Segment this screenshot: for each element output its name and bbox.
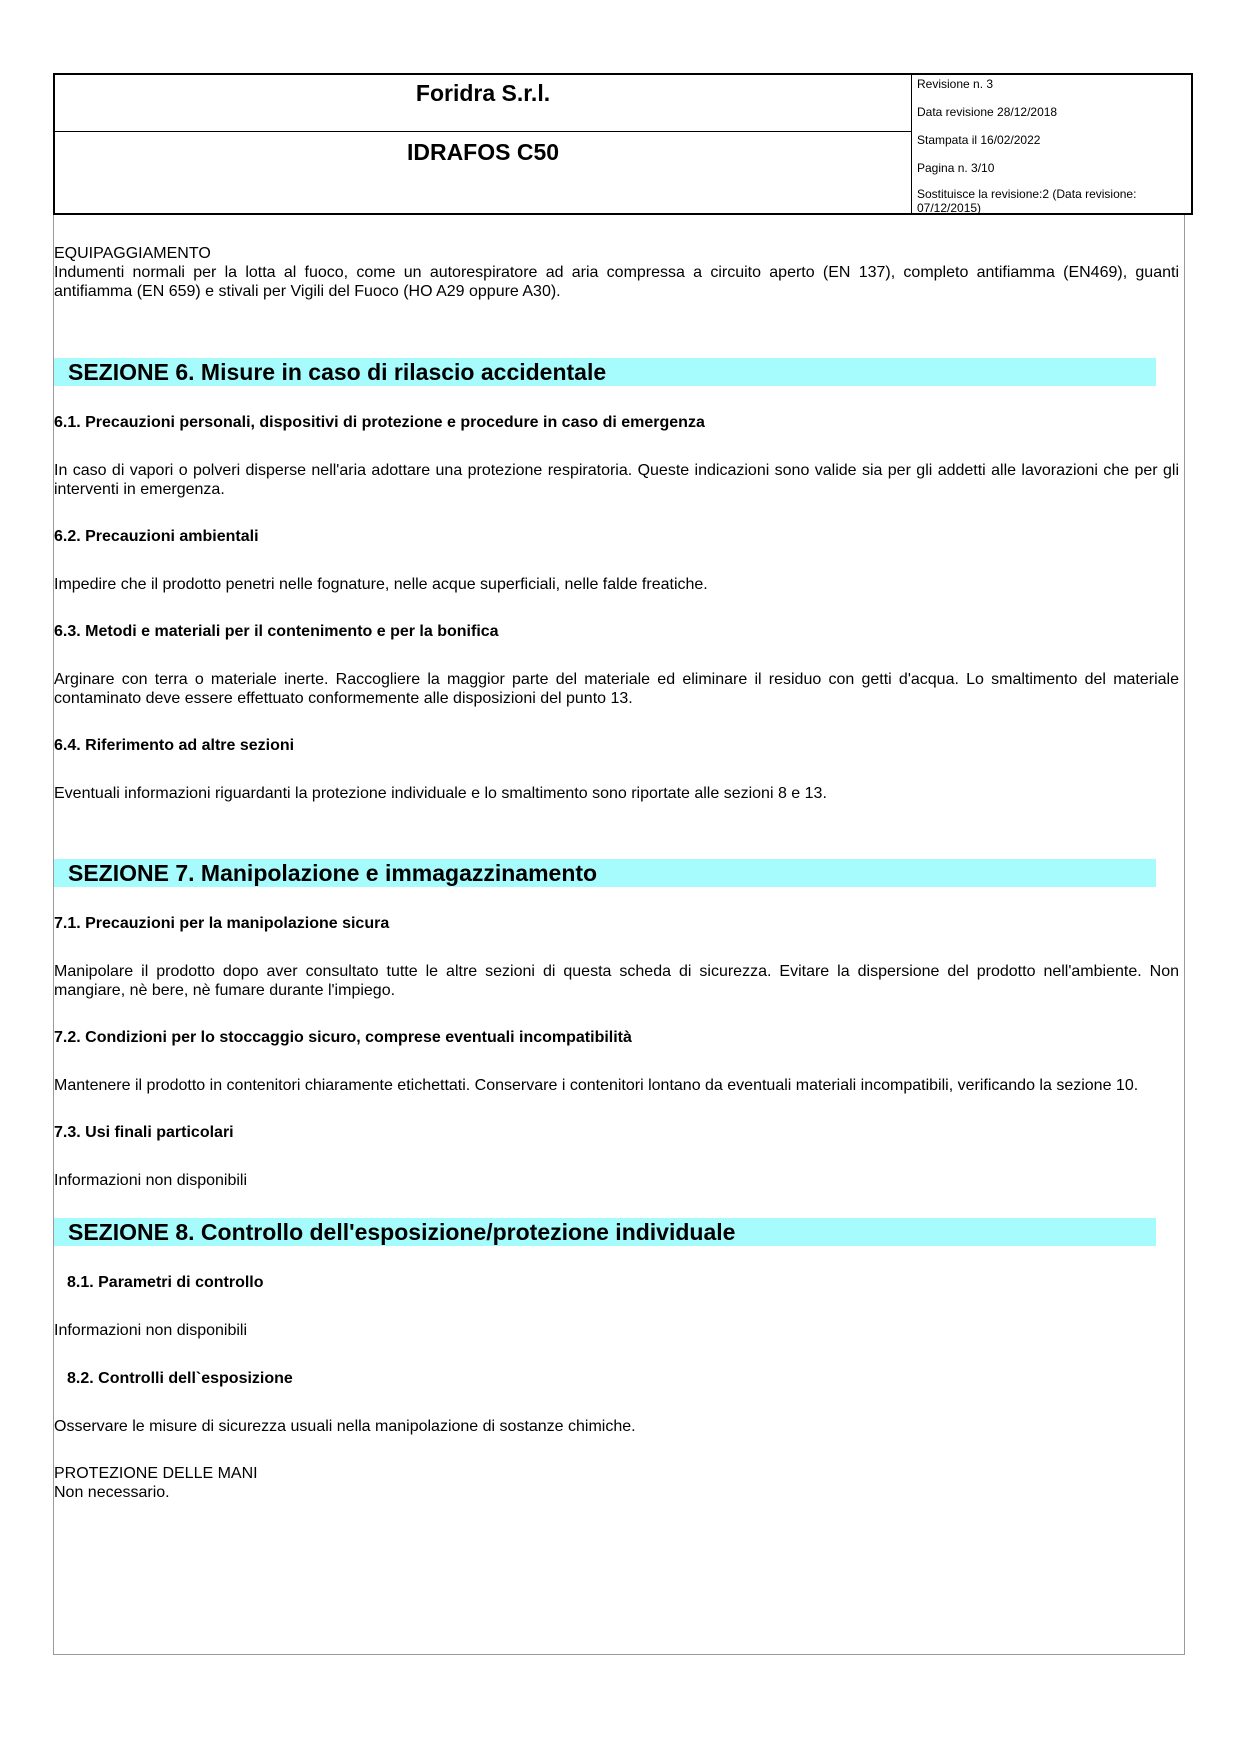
revision-number: Revisione n. 3 — [917, 77, 994, 91]
s62-text: Impedire che il prodotto penetri nelle fognature, nelle acque superficiali, nelle falde freatiche. — [54, 576, 708, 593]
s61-title: 6.1. Precauzioni personali, dispositivi di protezione e procedure in caso di emergenza — [54, 414, 705, 431]
s82-text: Osservare le misure di sicurezza usuali nella manipolazione di sostanze chimiche. — [54, 1418, 636, 1435]
s73-text: Informazioni non disponibili — [54, 1172, 247, 1189]
s81-title: 8.1. Parametri di controllo — [67, 1274, 264, 1291]
hands-heading: PROTEZIONE DELLE MANI — [54, 1465, 258, 1482]
s71-title: 7.1. Precauzioni per la manipolazione sicura — [54, 915, 390, 932]
s63-text: Arginare con terra o materiale inerte. Raccogliere la maggior parte del materiale ed eliminare il residuo con getti d'acqua. Lo smaltimento del materiale contaminato deve essere effettuato conformemente alle disposizioni del punto 13. — [54, 671, 1179, 707]
section-6-title: SEZIONE 6. Misure in caso di rilascio accidentale — [54, 358, 1156, 386]
s64-text: Eventuali informazioni riguardanti la protezione individuale e lo smaltimento sono riportate alle sezioni 8 e 13. — [54, 785, 827, 802]
section-7-title: SEZIONE 7. Manipolazione e immagazzinamento — [54, 859, 1156, 887]
replaces-revision: Sostituisce la revisione:2 (Data revisione: 07/12/2015) — [917, 187, 1137, 215]
print-date: Stampata il 16/02/2022 — [917, 133, 1041, 147]
s72-text: Mantenere il prodotto in contenitori chiaramente etichettati. Conservare i contenitori lontano da eventuali materiali incompatibili, verificando la sezione 10. — [54, 1077, 1139, 1094]
revision-date: Data revisione 28/12/2018 — [917, 105, 1058, 119]
s73-title: 7.3. Usi finali particolari — [54, 1124, 234, 1141]
s82-title: 8.2. Controlli dell`esposizione — [67, 1370, 293, 1387]
company-name: Foridra S.r.l. — [55, 75, 911, 132]
section-8-title: SEZIONE 8. Controllo dell'esposizione/protezione individuale — [54, 1218, 1156, 1246]
s81-text: Informazioni non disponibili — [54, 1322, 247, 1339]
s71-text: Manipolare il prodotto dopo aver consultato tutte le altre sezioni di questa scheda di sicurezza. Evitare la dispersione del prodotto nell'ambiente. Non mangiare, nè bere, nè fumare durante l'impiego. — [54, 963, 1179, 999]
s61-text: In caso di vapori o polveri disperse nell'aria adottare una protezione respiratoria. Queste indicazioni sono valide sia per gli addetti alle lavorazioni che per gli interventi in emergenza. — [54, 462, 1179, 498]
page-number: Pagina n. 3/10 — [917, 161, 995, 175]
s62-title: 6.2. Precauzioni ambientali — [54, 528, 259, 545]
intro-heading: EQUIPAGGIAMENTO — [54, 245, 211, 262]
s64-title: 6.4. Riferimento ad altre sezioni — [54, 737, 295, 754]
s72-title: 7.2. Condizioni per lo stoccaggio sicuro, comprese eventuali incompatibilità — [54, 1029, 632, 1046]
product-name: IDRAFOS C50 — [406, 139, 560, 165]
document-header — [53, 73, 1193, 215]
hands-text: Non necessario. — [54, 1484, 170, 1501]
s63-title: 6.3. Metodi e materiali per il contenimento e per la bonifica — [54, 623, 499, 640]
intro-text: Indumenti normali per la lotta al fuoco, come un autorespiratore ad aria compressa a circuito aperto (EN 137), completo antifiamma (EN469), guanti antifiamma (EN 659) e stivali per Vigili del Fuoco (HO A29 oppure A30). — [54, 264, 1179, 300]
header-left — [55, 75, 912, 213]
